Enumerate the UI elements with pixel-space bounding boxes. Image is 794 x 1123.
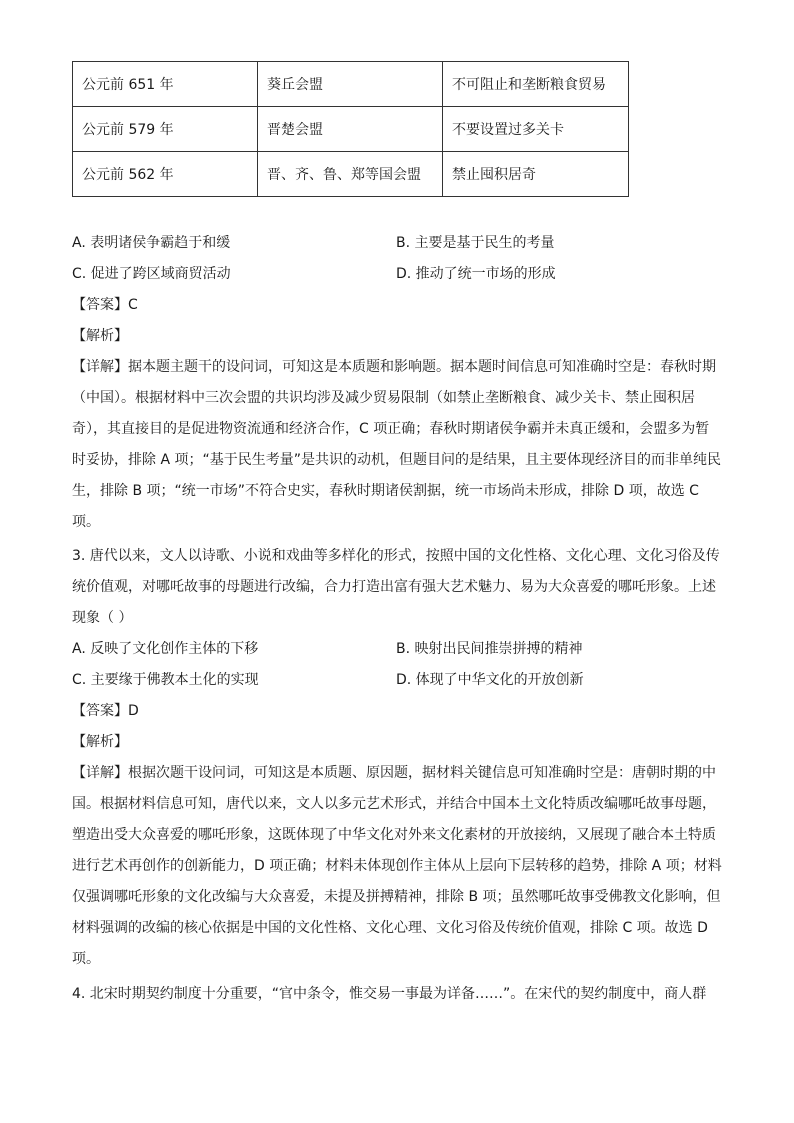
q2-option-d: D. 推动了统一市场的形成 (396, 266, 556, 282)
q3-stem-line: 现象（ ） (72, 610, 133, 626)
table-cell-date: 公元前 651 年 (73, 62, 258, 107)
q2-answer: 【答案】C (72, 297, 138, 313)
q2-option-a: A. 表明诸侯争霸趋于和缓 (72, 235, 231, 251)
q3-analysis-label: 【解析】 (72, 734, 128, 750)
q3-detail (72, 758, 722, 975)
q2-detail-line: 【详解】据本题主题干的设问词，可知这是本质题和影响题。据本题时间信息可知准确时空是：春秋时期 (72, 359, 716, 375)
q3-option-c: C. 主要缘于佛教本土化的实现 (72, 672, 259, 688)
q3-stem (72, 541, 722, 634)
q2-detail (72, 352, 722, 538)
q2-detail-line: 时妥协，排除 A 项；“基于民生考量”是共识的动机，但题目问的是结果，且主要体现经济目的而非单纯民 (72, 452, 721, 468)
table-cell-event: 晋、齐、鲁、郑等国会盟 (258, 152, 443, 197)
q3-option-b: B. 映射出民间推崇拼搏的精神 (396, 641, 583, 657)
q3-stem-line: 统价值观，对哪吒故事的母题进行改编，合力打造出富有强大艺术魅力、易为大众喜爱的哪吒形象。上述 (72, 579, 716, 595)
q2-detail-line: （中国）。根据材料中三次会盟的共识均涉及减少贸易限制（如禁止垄断粮食、减少关卡、禁止囤积居 (72, 390, 695, 406)
q3-detail-line: 【详解】根据次题干设问词，可知这是本质题、原因题，据材料关键信息可知准确时空是：唐朝时期的中 (72, 765, 716, 781)
q3-stem-line: 3. 唐代以来，文人以诗歌、小说和戏曲等多样化的形式，按照中国的文化性格、文化心理、文化习俗及传 (72, 548, 720, 564)
table-cell-date: 公元前 562 年 (73, 152, 258, 197)
table-cell-event: 葵丘会盟 (258, 62, 443, 107)
table-cell-date: 公元前 579 年 (73, 107, 258, 152)
q3-detail-line: 仅强调哪吒形象的文化改编与大众喜爱，未提及拼搏精神，排除 B 项；虽然哪吒故事受佛教文化影响，但 (72, 889, 721, 905)
events-table (72, 61, 629, 197)
table-cell-consensus: 不可阻止和垄断粮食贸易 (443, 62, 629, 107)
table-row (73, 107, 629, 152)
q3-detail-line: 进行艺术再创作的创新能力，D 项正确；材料未体现创作主体从上层向下层转移的趋势，排除 A 项；材料 (72, 858, 722, 874)
q2-option-c: C. 促进了跨区域商贸活动 (72, 266, 231, 282)
q3-detail-line: 国。根据材料信息可知，唐代以来，文人以多元艺术形式，并结合中国本土文化特质改编哪吒故事母题， (72, 796, 716, 812)
q2-detail-line: 奇），其直接目的是促进物资流通和经济合作，C 项正确；春秋时期诸侯争霸并未真正缓和，会盟多为暂 (72, 421, 710, 437)
q3-detail-line: 材料强调的改编的核心依据是中国的文化性格、文化心理、文化习俗及传统价值观，排除 C 项。故选 D (72, 920, 708, 936)
table-cell-consensus: 不要设置过多关卡 (443, 107, 629, 152)
q2-option-b: B. 主要是基于民生的考量 (396, 235, 555, 251)
q3-answer: 【答案】D (72, 703, 139, 719)
q4-stem-line: 4. 北宋时期契约制度十分重要，“官中条令，惟交易一事最为详备……”。在宋代的契约制度中，商人群 (72, 986, 707, 1002)
table-row (73, 62, 629, 107)
q3-detail-line: 塑造出受大众喜爱的哪吒形象，这既体现了中华文化对外来文化素材的开放接纳，又展现了融合本土特质 (72, 827, 716, 843)
table-cell-consensus: 禁止囤积居奇 (443, 152, 629, 197)
q2-detail-line: 生，排除 B 项；“统一市场”不符合史实，春秋时期诸侯割据，统一市场尚未形成，排除 D 项，故选 C (72, 483, 699, 499)
q2-analysis-label: 【解析】 (72, 328, 128, 344)
table-cell-event: 晋楚会盟 (258, 107, 443, 152)
q3-detail-line: 项。 (72, 951, 100, 967)
q4-stem (72, 979, 722, 1010)
q3-option-a: A. 反映了文化创作主体的下移 (72, 641, 259, 657)
q3-option-d: D. 体现了中华文化的开放创新 (396, 672, 584, 688)
q2-detail-line: 项。 (72, 514, 100, 530)
table-row (73, 152, 629, 197)
